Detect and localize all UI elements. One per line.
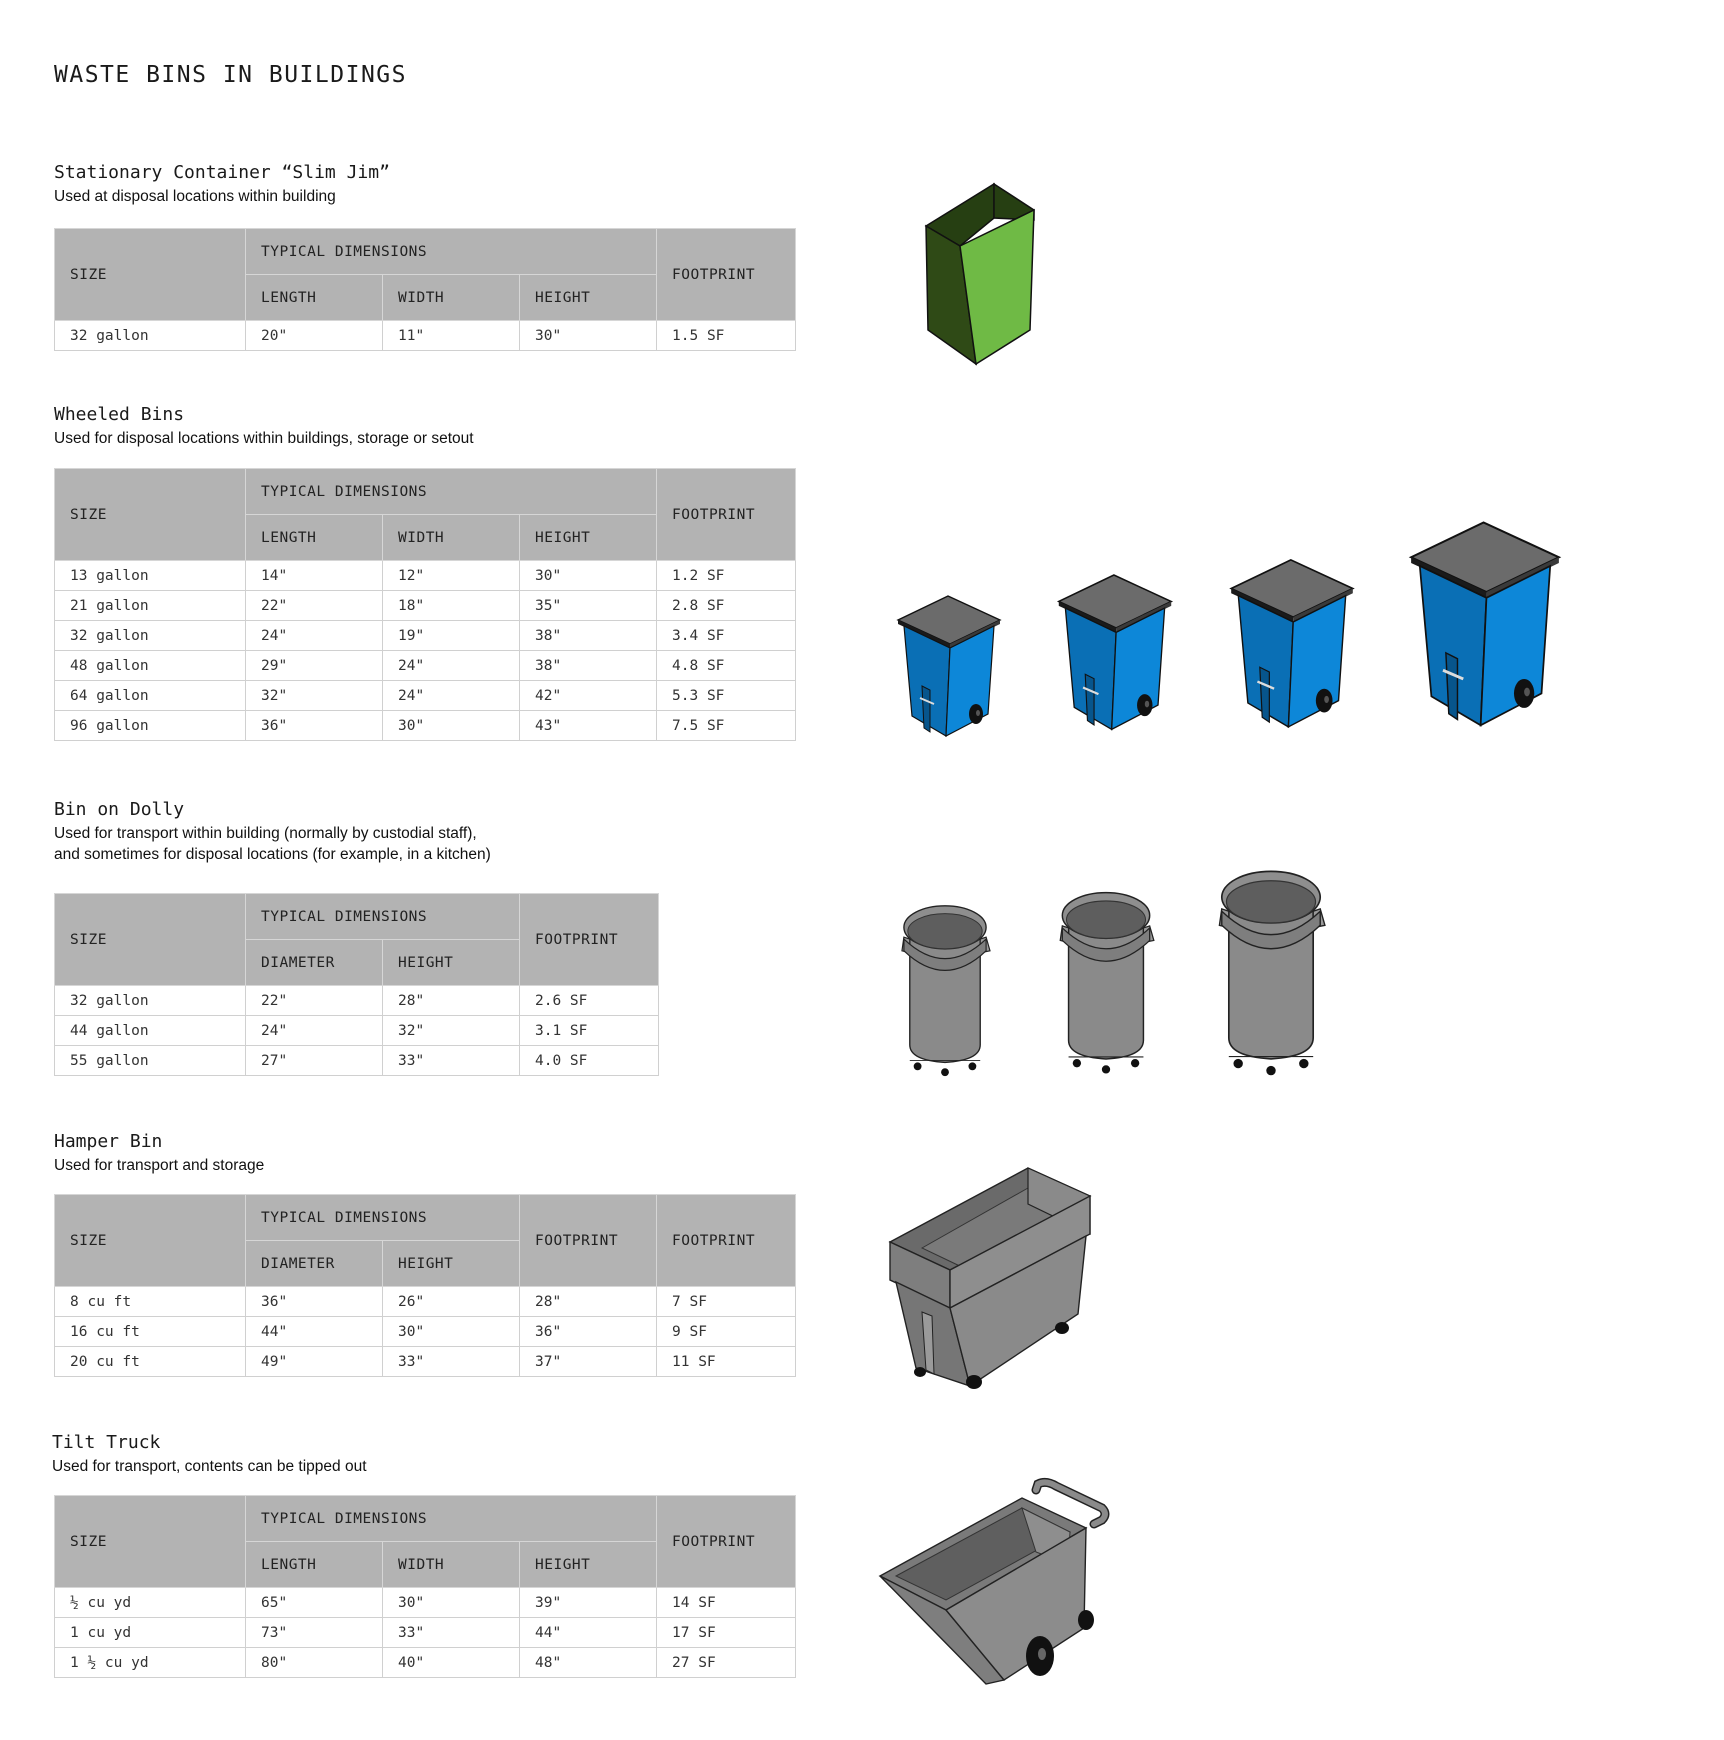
header-footprint: FOOTPRINT xyxy=(657,1195,796,1287)
cell-height: 42" xyxy=(520,681,657,711)
header-size: SIZE xyxy=(55,229,246,321)
table-row xyxy=(55,1046,659,1076)
cell-size: 16 cu ft xyxy=(55,1317,246,1347)
section-desc-wheeled-bins: Used for disposal locations within buildings, storage or setout xyxy=(54,430,474,447)
cell-size: 1 cu yd xyxy=(55,1618,246,1648)
cell-length: 65" xyxy=(246,1588,383,1618)
cell-footprint: 3.1 SF xyxy=(520,1016,659,1046)
dolly-bin-32-illustration xyxy=(896,898,994,1080)
section-title-tilt-truck: Tilt Truck xyxy=(52,1432,161,1453)
cell-width: 19" xyxy=(383,621,520,651)
wheeled-bin-21-illustration xyxy=(1052,564,1178,736)
cell-diameter: 36" xyxy=(246,1287,383,1317)
tilt-truck-illustration xyxy=(876,1480,1110,1686)
cell-size: 32 gallon xyxy=(55,986,246,1016)
header-length: LENGTH xyxy=(246,515,383,561)
cell-width: 18" xyxy=(383,591,520,621)
table-row xyxy=(55,561,796,591)
cell-height: 30" xyxy=(520,321,657,351)
cell-length: 29" xyxy=(246,651,383,681)
cell-footprint: 27 SF xyxy=(657,1648,796,1678)
header-height: HEIGHT xyxy=(383,1241,520,1287)
cell-footprint: 1.5 SF xyxy=(657,321,796,351)
table-row xyxy=(55,711,796,741)
bin-on-dolly-table xyxy=(54,893,659,1076)
cell-width: 30" xyxy=(383,711,520,741)
cell-size: 1 ½ cu yd xyxy=(55,1648,246,1678)
cell-height: 30" xyxy=(383,1317,520,1347)
table-row xyxy=(55,1317,796,1347)
cell-footprint: 1.2 SF xyxy=(657,561,796,591)
cell-size: 64 gallon xyxy=(55,681,246,711)
cell-width: 40" xyxy=(383,1648,520,1678)
cell-diameter: 22" xyxy=(246,986,383,1016)
table-row xyxy=(55,651,796,681)
cell-diameter: 24" xyxy=(246,1016,383,1046)
cell-size: 21 gallon xyxy=(55,591,246,621)
cell-height: 33" xyxy=(383,1046,520,1076)
table-row xyxy=(55,1588,796,1618)
cell-size: 20 cu ft xyxy=(55,1347,246,1377)
cell-footprint: 11 SF xyxy=(657,1347,796,1377)
cell-footprint: 3.4 SF xyxy=(657,621,796,651)
cell-diameter: 44" xyxy=(246,1317,383,1347)
cell-footprint: 36" xyxy=(520,1317,657,1347)
cell-width: 33" xyxy=(383,1618,520,1648)
cell-size: 8 cu ft xyxy=(55,1287,246,1317)
table-row xyxy=(55,986,659,1016)
header-typical-dimensions: TYPICAL DIMENSIONS xyxy=(246,469,657,515)
section-title-hamper-bin: Hamper Bin xyxy=(54,1131,163,1152)
cell-size: 44 gallon xyxy=(55,1016,246,1046)
cell-width: 30" xyxy=(383,1588,520,1618)
wheeled-bin-32-illustration xyxy=(1224,548,1360,734)
cell-size: 13 gallon xyxy=(55,561,246,591)
cell-width: 11" xyxy=(383,321,520,351)
cell-footprint: 28" xyxy=(520,1287,657,1317)
table-row xyxy=(55,1287,796,1317)
tilt-truck-table xyxy=(54,1495,796,1678)
cell-footprint: 2.6 SF xyxy=(520,986,659,1016)
section-title-wheeled-bins: Wheeled Bins xyxy=(54,404,185,425)
wheeled-bin-13-illustration xyxy=(894,586,1004,742)
cell-width: 12" xyxy=(383,561,520,591)
cell-height: 38" xyxy=(520,651,657,681)
header-footprint: FOOTPRINT xyxy=(657,469,796,561)
header-height: HEIGHT xyxy=(520,275,657,321)
cell-height: 48" xyxy=(520,1648,657,1678)
cell-length: 14" xyxy=(246,561,383,591)
header-typical-dimensions: TYPICAL DIMENSIONS xyxy=(246,1195,520,1241)
header-footprint: FOOTPRINT xyxy=(520,1195,657,1287)
hamper-bin-illustration xyxy=(886,1164,1092,1392)
header-diameter: DIAMETER xyxy=(246,940,383,986)
cell-footprint: 7.5 SF xyxy=(657,711,796,741)
header-width: WIDTH xyxy=(383,275,520,321)
cell-size: 32 gallon xyxy=(55,621,246,651)
cell-length: 32" xyxy=(246,681,383,711)
cell-size: 96 gallon xyxy=(55,711,246,741)
cell-footprint: 2.8 SF xyxy=(657,591,796,621)
cell-footprint: 17 SF xyxy=(657,1618,796,1648)
dolly-bin-44-illustration xyxy=(1054,882,1158,1080)
section-desc-bin-on-dolly: Used for transport within building (normally by custodial staff), and sometimes for disposal locations (for example, in a kitchen) xyxy=(54,825,491,863)
cell-width: 24" xyxy=(383,651,520,681)
cell-length: 36" xyxy=(246,711,383,741)
cell-size: 32 gallon xyxy=(55,321,246,351)
hamper-bin-table xyxy=(54,1194,796,1377)
table-row xyxy=(55,321,796,351)
cell-height: 26" xyxy=(383,1287,520,1317)
cell-footprint: 9 SF xyxy=(657,1317,796,1347)
cell-length: 24" xyxy=(246,621,383,651)
cell-footprint: 37" xyxy=(520,1347,657,1377)
cell-height: 30" xyxy=(520,561,657,591)
header-width: WIDTH xyxy=(383,515,520,561)
cell-width: 24" xyxy=(383,681,520,711)
header-height: HEIGHT xyxy=(383,940,520,986)
table-row xyxy=(55,681,796,711)
cell-height: 43" xyxy=(520,711,657,741)
header-height: HEIGHT xyxy=(520,515,657,561)
cell-footprint: 4.0 SF xyxy=(520,1046,659,1076)
header-footprint: FOOTPRINT xyxy=(657,1496,796,1588)
cell-footprint: 14 SF xyxy=(657,1588,796,1618)
page-title: WASTE BINS IN BUILDINGS xyxy=(54,62,407,88)
header-footprint: FOOTPRINT xyxy=(520,894,659,986)
cell-size: ½ cu yd xyxy=(55,1588,246,1618)
wheeled-bin-64-illustration xyxy=(1404,508,1566,734)
table-row xyxy=(55,621,796,651)
cell-size: 48 gallon xyxy=(55,651,246,681)
header-length: LENGTH xyxy=(246,1542,383,1588)
dolly-bin-55-illustration xyxy=(1212,862,1330,1080)
table-row xyxy=(55,1016,659,1046)
header-height: HEIGHT xyxy=(520,1542,657,1588)
cell-height: 32" xyxy=(383,1016,520,1046)
header-footprint: FOOTPRINT xyxy=(657,229,796,321)
section-title-bin-on-dolly: Bin on Dolly xyxy=(54,799,185,820)
cell-footprint: 5.3 SF xyxy=(657,681,796,711)
header-size: SIZE xyxy=(55,1496,246,1588)
header-typical-dimensions: TYPICAL DIMENSIONS xyxy=(246,1496,657,1542)
cell-footprint: 4.8 SF xyxy=(657,651,796,681)
slim-jim-table xyxy=(54,228,796,351)
cell-length: 80" xyxy=(246,1648,383,1678)
header-typical-dimensions: TYPICAL DIMENSIONS xyxy=(246,894,520,940)
header-width: WIDTH xyxy=(383,1542,520,1588)
cell-length: 73" xyxy=(246,1618,383,1648)
table-row xyxy=(55,591,796,621)
header-size: SIZE xyxy=(55,469,246,561)
section-desc-slim-jim: Used at disposal locations within building xyxy=(54,188,336,205)
slim-jim-illustration xyxy=(920,180,1050,365)
cell-length: 20" xyxy=(246,321,383,351)
header-size: SIZE xyxy=(55,894,246,986)
table-row xyxy=(55,1648,796,1678)
section-title-slim-jim: Stationary Container “Slim Jim” xyxy=(54,162,390,183)
cell-height: 44" xyxy=(520,1618,657,1648)
section-desc-hamper-bin: Used for transport and storage xyxy=(54,1157,265,1174)
header-diameter: DIAMETER xyxy=(246,1241,383,1287)
header-size: SIZE xyxy=(55,1195,246,1287)
cell-diameter: 49" xyxy=(246,1347,383,1377)
cell-height: 38" xyxy=(520,621,657,651)
cell-size: 55 gallon xyxy=(55,1046,246,1076)
header-length: LENGTH xyxy=(246,275,383,321)
cell-length: 22" xyxy=(246,591,383,621)
cell-footprint: 7 SF xyxy=(657,1287,796,1317)
wheeled-bins-table xyxy=(54,468,796,741)
section-desc-tilt-truck: Used for transport, contents can be tipped out xyxy=(52,1458,367,1475)
header-typical-dimensions: TYPICAL DIMENSIONS xyxy=(246,229,657,275)
cell-diameter: 27" xyxy=(246,1046,383,1076)
cell-height: 39" xyxy=(520,1588,657,1618)
table-row xyxy=(55,1347,796,1377)
cell-height: 35" xyxy=(520,591,657,621)
table-row xyxy=(55,1618,796,1648)
cell-height: 33" xyxy=(383,1347,520,1377)
cell-height: 28" xyxy=(383,986,520,1016)
